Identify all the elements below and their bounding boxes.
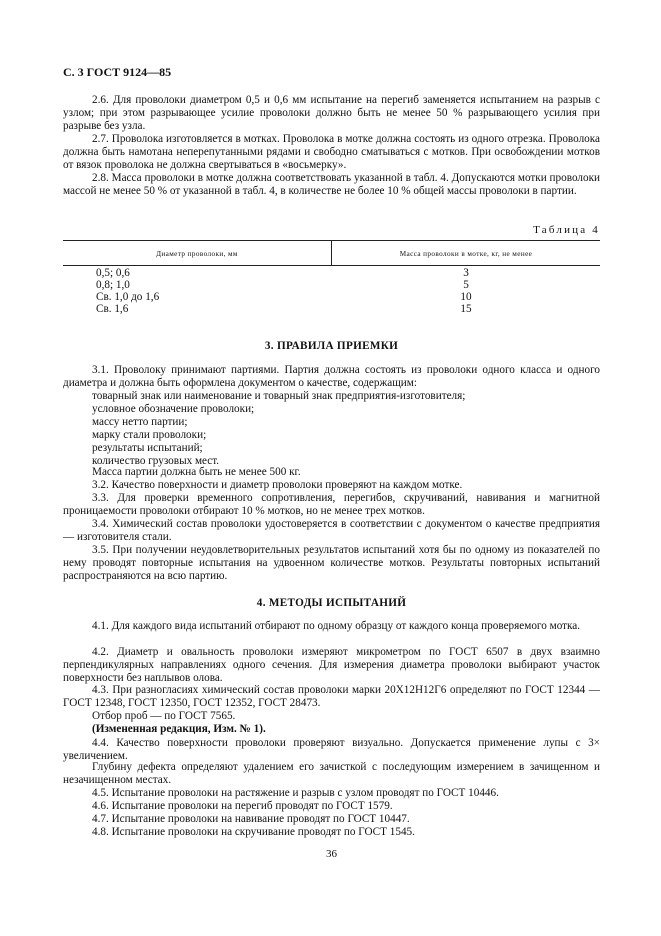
paragraph-3-2: 3.2. Качество поверхности и диаметр проволоки проверяют на каждом мотке.	[92, 479, 463, 491]
table-cell-mass: 10	[460, 291, 472, 303]
page-header: С. 3 ГОСТ 9124—85	[63, 65, 172, 79]
table-col-mass: Масса проволоки в мотке, кг, не менее	[399, 250, 533, 258]
table-col-diameter: Диаметр проволоки, мм	[156, 250, 238, 258]
paragraph-4-4: 4.4. Качество поверхности проволоки проверяют визуально. Допускается применение лупы с 3× увеличением.	[63, 737, 600, 762]
paragraph-mass: Масса партии должна быть не менее 500 кг.	[92, 466, 301, 478]
list-item: марку стали проволоки;	[92, 429, 207, 441]
section-3-title: 3. ПРАВИЛА ПРИЕМКИ	[264, 340, 399, 352]
paragraph-4-5: 4.5. Испытание проволоки на растяжение и разрыв с узлом проводят по ГОСТ 10446.	[92, 787, 499, 799]
table-cell-diameter: Св. 1,6	[96, 303, 129, 315]
list-item: массу нетто партии;	[92, 416, 188, 428]
section-4-title: 4. МЕТОДЫ ИСПЫТАНИЙ	[256, 597, 407, 609]
list-item: условное обозначение проволоки;	[92, 403, 255, 415]
list-item: результаты испытаний;	[92, 442, 203, 454]
table-cell-mass: 3	[463, 267, 469, 279]
paragraph-4-1: 4.1. Для каждого вида испытаний отбирают по одному образцу от каждого конца проверяемого мотка.	[92, 620, 581, 632]
paragraph-2-6: 2.6. Для проволоки диаметром 0,5 и 0,6 мм испытание на перегиб заменяется испытанием на разрыв с узлом; при этом разрывающее усилие проволоки должно быть не менее 50 % разрывающего усилия при разрыве без узла.	[63, 94, 600, 132]
list-item: количество грузовых мест.	[92, 455, 220, 467]
table-cell-diameter: 0,8; 1,0	[96, 279, 130, 291]
paragraph-sampling: Отбор проб — по ГОСТ 7565.	[92, 710, 236, 722]
paragraph-2-8: 2.8. Масса проволоки в мотке должна соответствовать указанной в табл. 4. Допускаются мотки проволоки массой не менее 50 % от указанной в табл. 4, в количестве не более 10 % общей массы проволоки в партии.	[63, 172, 600, 197]
paragraph-4-8: 4.8. Испытание проволоки на скручивание проводят по ГОСТ 1545.	[92, 826, 415, 838]
table-row	[63, 303, 600, 316]
paragraph-3-4: 3.4. Химический состав проволоки удостоверяется в соответствии с документом о качестве предприятия — изготовителя стали.	[63, 518, 600, 543]
table-cell-mass: 15	[460, 303, 472, 315]
document-page	[63, 0, 600, 936]
table-cell-mass: 5	[463, 279, 469, 291]
page-number: 36	[326, 848, 337, 860]
table-cell-diameter: Св. 1,0 до 1,6	[96, 291, 160, 303]
table-cell-diameter: 0,5; 0,6	[96, 267, 130, 279]
paragraph-4-4-depth: Глубину дефекта определяют удалением его зачисткой с последующим измерением в зачищенном и незачищенном местах.	[63, 761, 600, 786]
table-label: Таблица 4	[533, 224, 600, 236]
list-item: товарный знак или наименование и товарный знак предприятия-изготовителя;	[92, 390, 466, 402]
paragraph-4-2: 4.2. Диаметр и овальность проволоки измеряют микрометром по ГОСТ 6507 в двух взаимно перпендикулярных направлениях одного сечения. Для измерения диаметра проволоки выбирают участок поверхности без наплывов олова.	[63, 646, 600, 684]
amendment-note: (Измененная редакция, Изм. № 1).	[92, 723, 266, 735]
paragraph-2-7: 2.7. Проволока изготовляется в мотках. Проволока в мотке должна состоять из одного отрезка. Проволока должна быть намотана неперепутанными рядами и свободно сматываться с мотков. При освобождении мотков от вязок проволока не должна свертываться в «восьмерку».	[63, 133, 600, 171]
paragraph-3-1: 3.1. Проволоку принимают партиями. Партия должна состоять из проволоки одного класса и одного диаметра и должна быть оформлена документом о качестве, содержащим:	[63, 364, 600, 389]
paragraph-3-5: 3.5. При получении неудовлетворительных результатов испытаний хотя бы по одному из показателей по нему проводят повторные испытания на удвоенном количестве мотков. Результаты повторных испытаний распространяются на всю партию.	[63, 544, 600, 582]
paragraph-3-3: 3.3. Для проверки временного сопротивления, перегибов, скручиваний, навивания и магнитной проницаемости проволоки отбирают 10 % мотков, но не менее трех мотков.	[63, 492, 600, 517]
paragraph-4-6: 4.6. Испытание проволоки на перегиб проводят по ГОСТ 1579.	[92, 800, 393, 812]
paragraph-4-7: 4.7. Испытание проволоки на навивание проводят по ГОСТ 10447.	[92, 813, 410, 825]
paragraph-4-3: 4.3. При разногласиях химический состав проволоки марки 20Х12Н12Г6 определяют по ГОСТ 12344 — ГОСТ 12348, ГОСТ 12350, ГОСТ 12352, ГОСТ 28473.	[63, 684, 600, 709]
table-header	[63, 240, 600, 266]
